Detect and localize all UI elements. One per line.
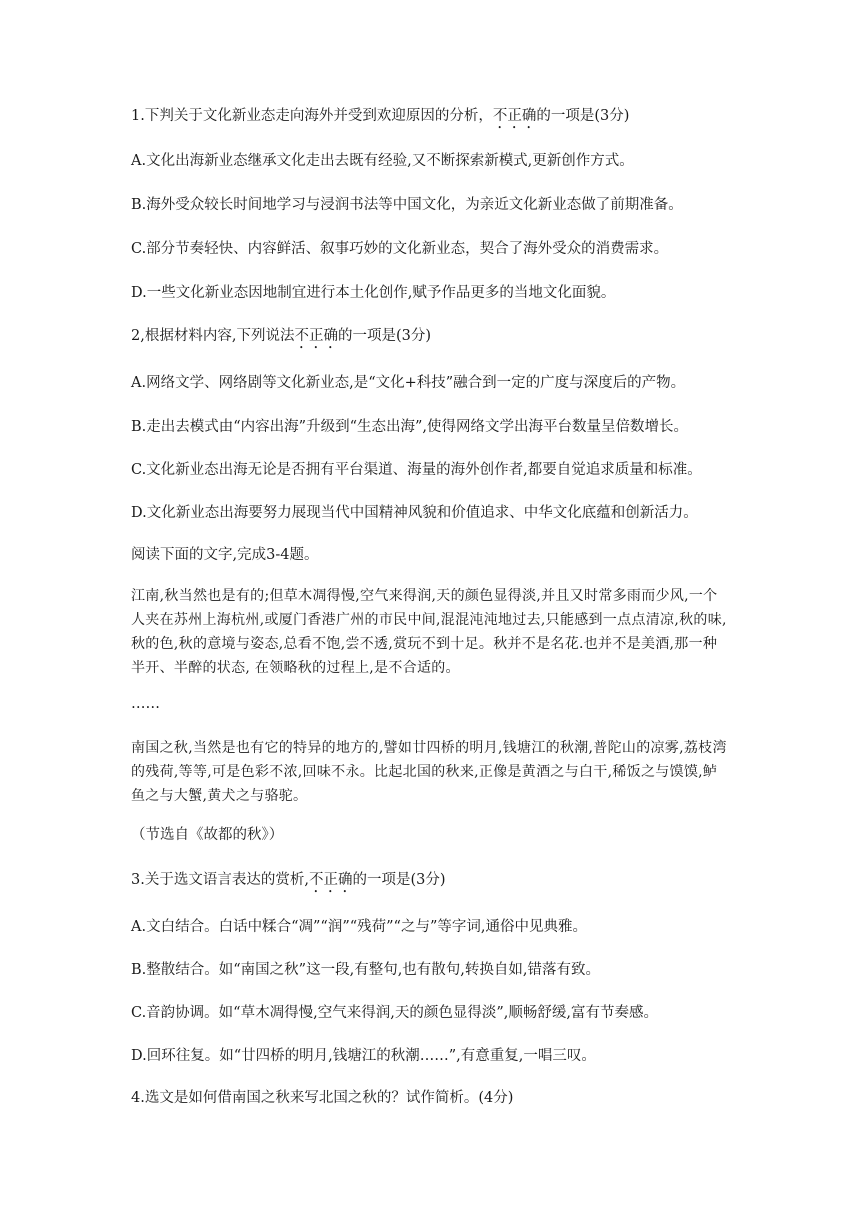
question-3-option-a: A.文白结合。白话中糅合“凋”“润”“残荷”“之与”等字词,通俗中见典雅。	[131, 919, 587, 935]
passage-text: 南国之秋,当然是也有它的特异的地方的,譬如廿四桥的明月,钱塘江的秋潮,普陀山的凉雾,荔枝湾的残荷,等等,可是色彩不浓,回味不永。比起北国的秋来,正像是黄酒之与白干,稀饭之与馍馍,鲈鱼之与大蟹,黄犬之与骆驼。	[131, 740, 727, 804]
question-2-option-b: B.走出去模式由“内容出海”升级到“生态出海”,使得网络文学出海平台数量呈倍数增长。	[131, 419, 689, 435]
question-3-option-c: C.音韵协调。如“草木凋得慢,空气来得润,天的颜色显得淡”,顺畅舒缓,富有节奏感。	[131, 1005, 658, 1021]
question-2-stem	[131, 326, 820, 352]
emphasized-text: 不正确	[492, 108, 537, 124]
question-1-option-c: C.部分节奏轻快、内容鲜活、叙事巧妙的文化新业态，契合了海外受众的消费需求。	[131, 241, 669, 257]
passage-paragraph-2	[131, 736, 731, 808]
stem-text: 2,根据材料内容,下列说法	[131, 328, 295, 344]
emphasized-text: 不正确	[308, 872, 353, 888]
stem-text: 的一项是(3分)	[352, 872, 446, 888]
stem-text: 的一项是(3分)	[337, 328, 431, 344]
reading-instruction: 阅读下面的文字,完成3-4题。	[131, 547, 319, 563]
question-1-option-d: D.一些文化新业态因地制宜进行本土化创作,赋予作品更多的当地文化面貌。	[131, 285, 616, 301]
emphasized-text: 不正确	[294, 328, 338, 344]
question-4-stem: 4.选文是如何借南国之秋来写北国之秋的？试作简析。(4分)	[131, 1090, 514, 1106]
passage-source: （节选自《故都的秋》）	[131, 827, 284, 843]
passage-ellipsis: ……	[131, 696, 160, 712]
question-2-option-d: D.文化新业态出海要努力展现当代中国精神风貌和价值追求、中华文化底蕴和创新活力。	[131, 505, 698, 521]
question-2-option-c: C.文化新业态出海无论是否拥有平台渠道、海量的海外创作者,都要自觉追求质量和标准。	[131, 462, 702, 478]
question-1-option-b: B.海外受众较长时间地学习与浸润书法等中国文化，为亲近文化新业态做了前期准备。	[131, 197, 683, 213]
question-1-option-a: A.文化出海新业态继承文化走出去既有经验,又不断探索新模式,更新创作方式。	[131, 153, 634, 169]
question-3-option-b: B.整散结合。如“南国之秋”这一段,有整句,也有散句,转换自如,错落有致。	[131, 962, 601, 978]
stem-text: 1.下判关于文化新业态走向海外并受到欢迎原因的分析，	[131, 108, 493, 124]
stem-text: 的一项是(3分)	[536, 108, 630, 124]
question-3-stem	[131, 870, 820, 896]
passage-paragraph-1	[131, 584, 731, 680]
passage-text: 江南,秋当然也是有的;但草木凋得慢,空气来得润,天的颜色显得淡,并且又时常多雨而少风,一个人夹在苏州上海杭州,或厦门香港广州的市民中间,混混沌沌地过去,只能感到一点点清凉,秋的味,秋的色,秋的意境与姿态,总看不饱,尝不透,赏玩不到十足。秋并不是名花.也并不是美酒,那一种半开、半醉的状态, 在领略秋的过程上,是不合适的。	[131, 588, 727, 676]
question-3-option-d: D.回环往复。如“廿四桥的明月,钱塘江的秋潮……”,有意重复,一唱三叹。	[131, 1048, 596, 1064]
stem-text: 3.关于选文语言表达的赏析,	[131, 872, 309, 888]
question-1-stem	[131, 106, 820, 132]
question-2-option-a: A.网络文学、网络剧等文化新业态,是“文化+科技”融合到一定的广度与深度后的产物。	[131, 375, 686, 391]
